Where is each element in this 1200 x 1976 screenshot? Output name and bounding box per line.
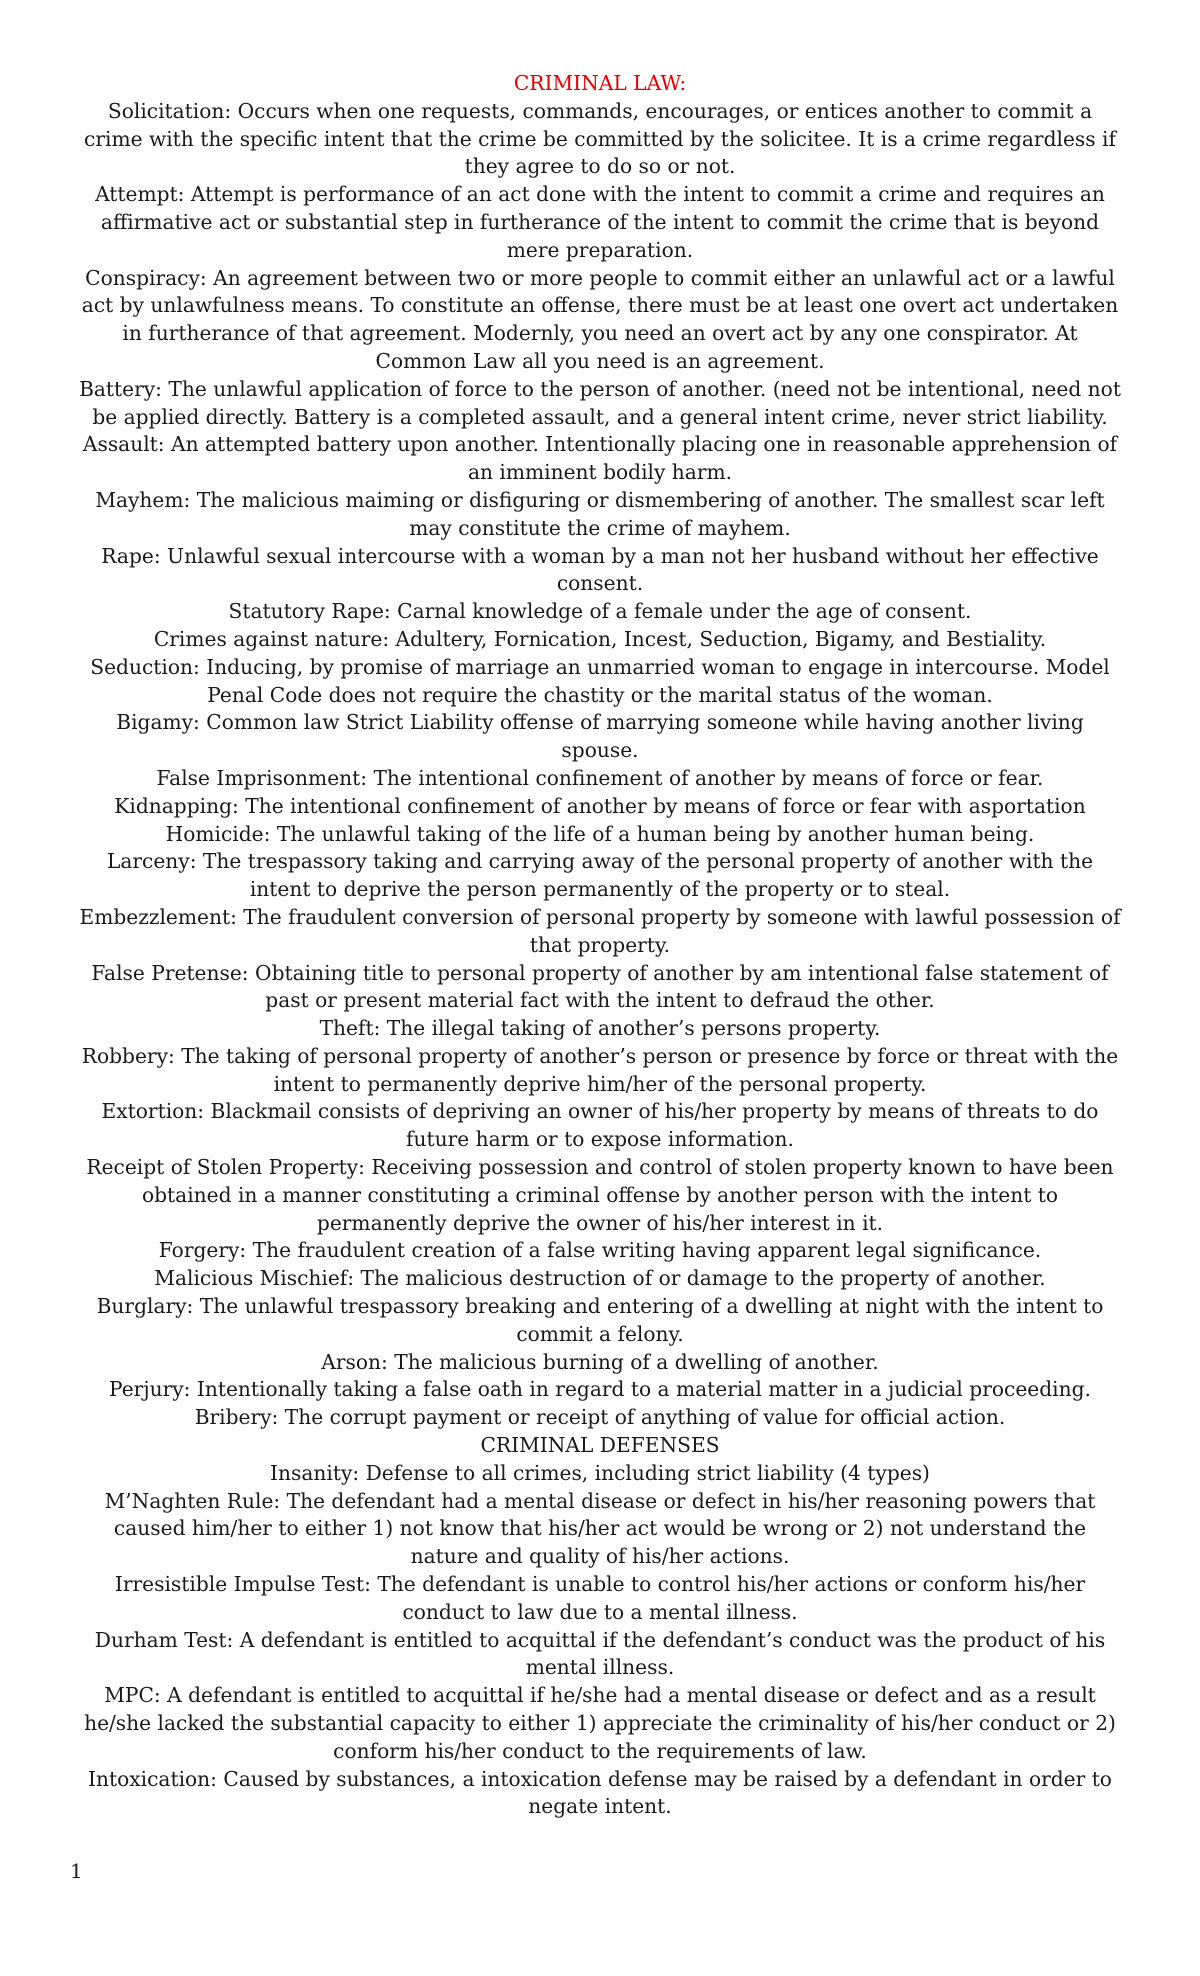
defense-mnaghten-rule: M’Naghten Rule: The defendant had a mental disease or defect in his/her reasoning powers that caused him/her to either 1) not know that his/her act would be wrong or 2) not understand the nature and quality of his/her actions.	[104, 1488, 1096, 1569]
entry-homicide: Homicide: The unlawful taking of the life of a human being by another human being.	[165, 821, 1035, 846]
entry-conspiracy: Conspiracy: An agreement between two or more people to commit either an unlawful act or a lawful act by unlawfulness means. To constitute an offense, there must be at least one overt act undertaken in furtherance of that agreement. Modernly, you need an overt act by any one conspirator. At Common Law all you need is an agreement.	[81, 265, 1119, 373]
defense-insanity: Insanity: Defense to all crimes, including strict liability (4 types)	[270, 1460, 930, 1485]
defense-durham-test: Durham Test: A defendant is entitled to acquittal if the defendant’s conduct was the product of his mental illness.	[94, 1627, 1106, 1680]
entry-false-imprisonment: False Imprisonment: The intentional confinement of another by means of force or fear.	[156, 765, 1044, 790]
entry-attempt: Attempt: Attempt is performance of an act done with the intent to commit a crime and requires an affirmative act or substantial step in furtherance of the intent to commit the crime that is beyond mere preparation.	[95, 182, 1105, 262]
page-number: 1	[70, 1859, 83, 1883]
entry-theft: Theft: The illegal taking of another’s persons property.	[319, 1016, 881, 1041]
entry-burglary: Burglary: The unlawful trespassory breaking and entering of a dwelling at night with the intent to commit a felony.	[96, 1294, 1104, 1346]
entry-crimes-against-nature: Crimes against nature: Adultery, Fornication, Incest, Seduction, Bigamy, and Bestiality.	[153, 626, 1047, 651]
entry-kidnapping: Kidnapping: The intentional confinement of another by means of force or fear with asportation	[114, 793, 1086, 818]
entry-embezzlement: Embezzlement: The fraudulent conversion of personal property by someone with lawful possession of that property.	[79, 904, 1121, 957]
entry-mayhem: Mayhem: The malicious maiming or disfiguring or dismembering of another. The smallest scar left may constitute the crime of mayhem.	[95, 487, 1105, 540]
entry-malicious-mischief: Malicious Mischief: The malicious destruction of or damage to the property of another.	[154, 1266, 1046, 1291]
entry-larceny: Larceny: The trespassory taking and carrying away of the personal property of another with the intent to deprive the person permanently of the property or to steal.	[106, 849, 1094, 902]
entry-arson: Arson: The malicious burning of a dwelling of another.	[321, 1349, 879, 1374]
defense-mpc: MPC: A defendant is entitled to acquittal if he/she had a mental disease or defect and as a result he/she lacked the substantial capacity to either 1) appreciate the criminality of his/her conduct or 2) conform his/her conduct to the requirements of law.	[84, 1683, 1116, 1763]
entry-robbery: Robbery: The taking of personal property of another’s person or presence by force or threat with the intent to permanently deprive him/her of the personal property.	[81, 1043, 1119, 1096]
defense-irresistible-impulse: Irresistible Impulse Test: The defendant is unable to control his/her actions or conform his/her conduct to law due to a mental illness.	[114, 1572, 1086, 1624]
entry-rape: Rape: Unlawful sexual intercourse with a woman by a man not her husband without her effective consent.	[101, 543, 1099, 596]
entry-extortion: Extortion: Blackmail consists of depriving an owner of his/her property by means of threats to do future harm or to expose information.	[101, 1099, 1099, 1152]
entry-bigamy: Bigamy: Common law Strict Liability offense of marrying someone while having another living spouse.	[116, 710, 1084, 763]
document-body	[78, 70, 1122, 1821]
page-title: CRIMINAL LAW:	[513, 71, 687, 95]
entry-statutory-rape: Statutory Rape: Carnal knowledge of a female under the age of consent.	[228, 599, 972, 624]
defense-intoxication: Intoxication: Caused by substances, a intoxication defense may be raised by a defendant in order to negate intent.	[88, 1766, 1112, 1819]
entry-bribery: Bribery: The corrupt payment or receipt of anything of value for official action.	[194, 1405, 1006, 1430]
defenses-heading: CRIMINAL DEFENSES	[480, 1433, 720, 1458]
entry-perjury: Perjury: Intentionally taking a false oath in regard to a material matter in a judicial proceeding.	[109, 1377, 1091, 1402]
entry-receipt-of-stolen-property: Receipt of Stolen Property: Receiving possession and control of stolen property known to have been obtained in a manner constituting a criminal offense by another person with the intent to permanently deprive the owner of his/her interest in it.	[86, 1155, 1114, 1235]
entry-forgery: Forgery: The fraudulent creation of a false writing having apparent legal significance.	[158, 1238, 1042, 1263]
entry-battery: Battery: The unlawful application of force to the person of another. (need not be intentional, need not be applied directly. Battery is a completed assault, and a general intent crime, never strict liability.	[79, 376, 1121, 429]
entry-seduction: Seduction: Inducing, by promise of marriage an unmarried woman to engage in intercourse. Model Penal Code does not require the chastity or the marital status of the woman.	[90, 654, 1110, 707]
entry-solicitation: Solicitation: Occurs when one requests, commands, encourages, or entices another to commit a crime with the specific intent that the crime be committed by the solicitee. It is a crime regardless if they agree to do so or not.	[84, 98, 1116, 179]
entry-assault: Assault: An attempted battery upon another. Intentionally placing one in reasonable apprehension of an imminent bodily harm.	[82, 432, 1118, 485]
entry-false-pretense: False Pretense: Obtaining title to personal property of another by am intentional false statement of past or present material fact with the intent to defraud the other.	[91, 960, 1109, 1013]
